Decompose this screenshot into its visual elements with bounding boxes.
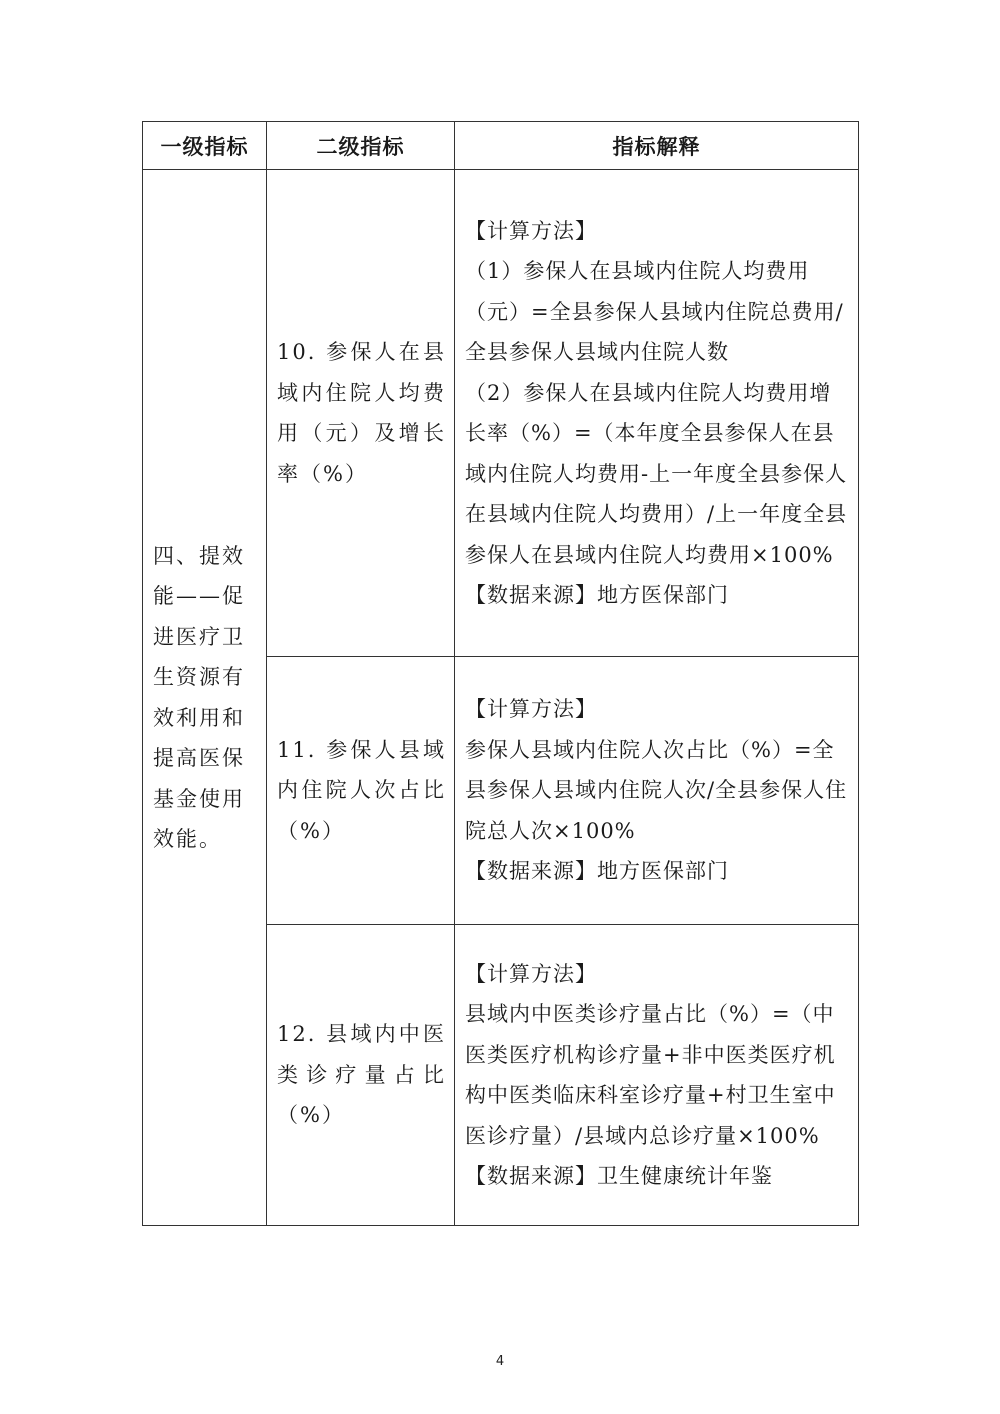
indicator-table <box>142 121 859 1226</box>
level2-indicator: 11. 参保人县域内住院人次占比（%） <box>267 657 455 925</box>
explanation-formula: （2）参保人在县域内住院人均费用增长率（%）=（本年度全县参保人在县域内住院人均费用-上一年度全县参保人在县域内住院人均费用）/上一年度全县参保人在县域内住院人均费用×100% <box>465 380 848 567</box>
explanation-source: 【数据来源】地方医保部门 <box>465 583 729 607</box>
level2-indicator: 10. 参保人在县域内住院人均费用（元）及增长率（%） <box>267 170 455 657</box>
header-explanation: 指标解释 <box>455 122 859 170</box>
explanation-formula: 县域内中医类诊疗量占比（%）=（中医类医疗机构诊疗量+非中医类医疗机构中医类临床科室诊疗量+村卫生室中医诊疗量）/县域内总诊疗量×100% <box>465 1002 836 1148</box>
explanation-source: 【数据来源】卫生健康统计年鉴 <box>465 1164 773 1188</box>
indicator-explanation <box>455 170 859 657</box>
page-number: 4 <box>495 1354 505 1369</box>
level1-indicator: 四、提效能——促进医疗卫生资源有效利用和提高医保基金使用效能。 <box>143 170 267 1226</box>
level2-indicator: 12. 县域内中医类诊疗量占比（%） <box>267 925 455 1226</box>
header-level1: 一级指标 <box>143 122 267 170</box>
explanation-formula: （1）参保人在县域内住院人均费用（元）=全县参保人县域内住院总费用/全县参保人县域内住院人数 <box>465 259 844 364</box>
table-header-row <box>143 122 859 170</box>
explanation-method-heading: 【计算方法】 <box>465 697 597 722</box>
explanation-source: 【数据来源】地方医保部门 <box>465 859 729 884</box>
explanation-formula: 参保人县域内住院人次占比（%）=全县参保人县域内住院人次/全县参保人住院总人次×100% <box>465 737 848 843</box>
explanation-method-heading: 【计算方法】 <box>465 218 597 243</box>
explanation-method-heading: 【计算方法】 <box>465 961 597 986</box>
indicator-explanation <box>455 925 859 1226</box>
table-row <box>143 170 859 657</box>
header-level2: 二级指标 <box>267 122 455 170</box>
indicator-explanation <box>455 657 859 925</box>
